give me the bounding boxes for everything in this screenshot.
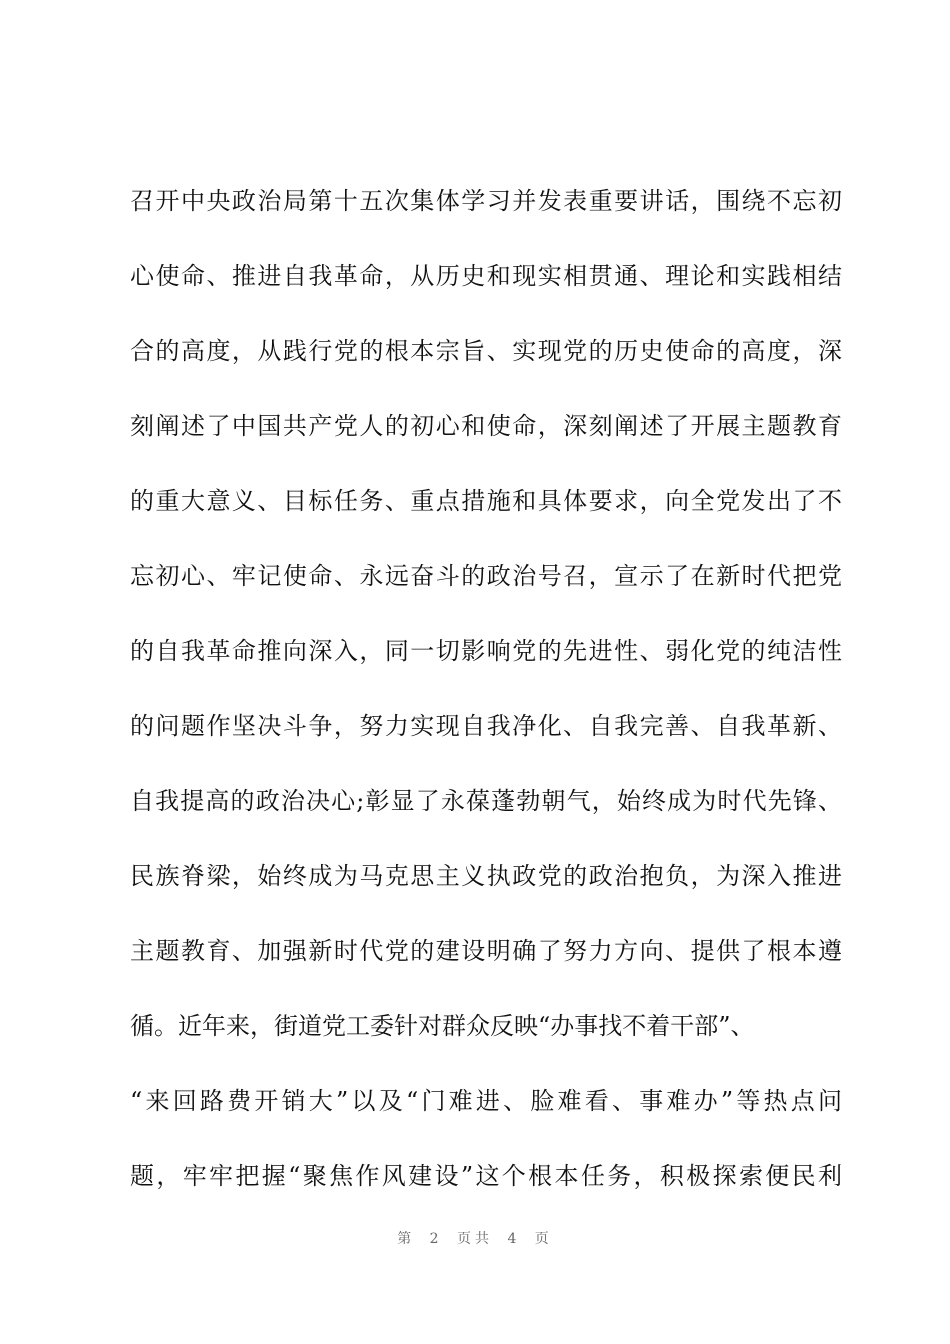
text-line: 心使命、推进自我革命，从历史和现实相贯通、理论和实践相结 (130, 262, 842, 290)
text-line: 的自我革命推向深入，同一切影响党的先进性、弱化党的纯洁性 (130, 637, 842, 665)
text-line: 主题教育、加强新时代党的建设明确了努力方向、提供了根本遵 (130, 937, 842, 965)
text-line: 自我提高的政治决心;彰显了永葆蓬勃朝气，始终成为时代先锋、 (130, 787, 842, 815)
text-line: 民族脊梁，始终成为马克思主义执政党的政治抱负，为深入推进 (130, 862, 842, 890)
text-line: 的重大意义、目标任务、重点措施和具体要求，向全党发出了不 (130, 487, 842, 515)
body-text (130, 164, 842, 1214)
text-line: 题，牢牢把握“聚焦作风建设”这个根本任务，积极探索便民利 (130, 1162, 842, 1190)
text-line: 刻阐述了中国共产党人的初心和使命，深刻阐述了开展主题教育 (130, 412, 842, 440)
text-line: 忘初心、牢记使命、永远奋斗的政治号召，宣示了在新时代把党 (130, 562, 842, 590)
text-line: 的问题作坚决斗争，努力实现自我净化、自我完善、自我革新、 (130, 712, 842, 740)
text-line: 召开中央政治局第十五次集体学习并发表重要讲话，围绕不忘初 (130, 187, 842, 215)
page-number: 第 2 页共 4 页 (397, 1231, 553, 1247)
text-line: 合的高度，从践行党的根本宗旨、实现党的历史使命的高度，深 (130, 337, 842, 365)
text-line: “来回路费开销大”以及“门难进、脸难看、事难办”等热点问 (130, 1087, 842, 1115)
text-line: 循。近年来，街道党工委针对群众反映“办事找不着干部”、 (130, 1012, 755, 1040)
